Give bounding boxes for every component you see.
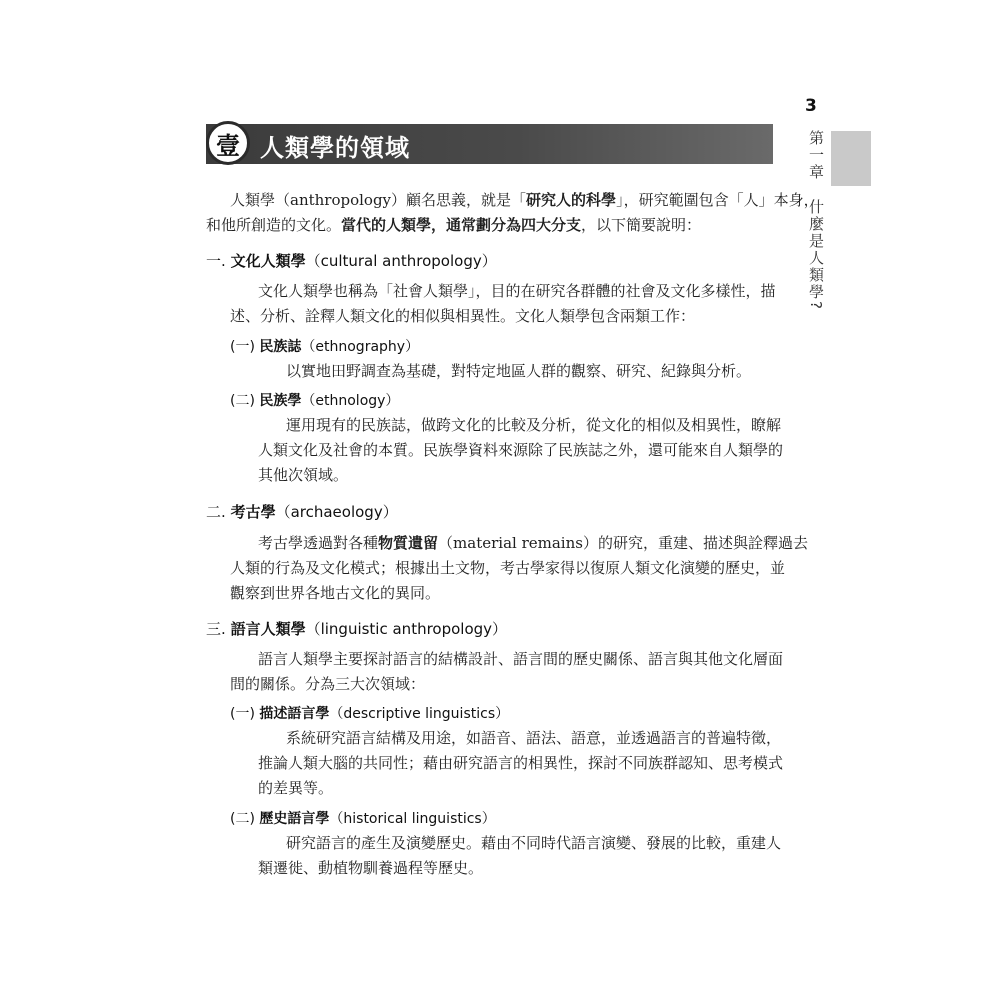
ethnography-para-line-1: 以實地田野調查為基礎，對特定地區人群的觀察、研究、紀錄與分析。 bbox=[286, 362, 752, 380]
intro-emphasis-1: 研究人的科學 bbox=[526, 191, 617, 209]
ethnology-para-line-2: 人類文化及社會的本質。民族學資料來源除了民族誌之外，還可能來自人類學的 bbox=[258, 441, 784, 459]
section-title: 人類學的領域 bbox=[260, 133, 410, 162]
chapter-number-label: 第一章 bbox=[807, 130, 825, 181]
heading-archaeology: 二. 考古學（archaeology） bbox=[206, 503, 398, 521]
archaeology-para-line-2: 人類的行為及文化模式；根據出土文物，考古學家得以復原人類文化演變的歷史，並 bbox=[230, 559, 786, 577]
linguistic-para-line-1: 語言人類學主要探討語言的結構設計、語言間的歷史關係、語言與其他文化層面 bbox=[258, 650, 784, 668]
chapter-tab-marker bbox=[831, 131, 871, 186]
archaeology-para-line-3: 觀察到世界各地古文化的異同。 bbox=[230, 584, 441, 602]
chapter-side-label bbox=[806, 130, 826, 311]
section-number-badge: 壹 bbox=[206, 121, 250, 165]
descriptive-para-line-3: 的差異等。 bbox=[258, 779, 334, 797]
ethnology-para-line-1: 運用現有的民族誌，做跨文化的比較及分析，從文化的相似及相異性，瞭解 bbox=[286, 416, 782, 434]
linguistic-para-line-2: 間的關係。分為三大次領域： bbox=[230, 675, 426, 693]
intro-emphasis-2: 當代的人類學，通常劃分為四大分支 bbox=[341, 216, 582, 234]
heading-cultural-anthropology: 一. 文化人類學（cultural anthropology） bbox=[206, 252, 497, 270]
subheading-descriptive-linguistics: (一) 描述語言學（descriptive linguistics） bbox=[230, 706, 510, 722]
cultural-para-line-1: 文化人類學也稱為「社會人類學」，目的在研究各群體的社會及文化多樣性，描 bbox=[258, 282, 776, 300]
descriptive-para-line-2: 推論人類大腦的共同性；藉由研究語言的相異性，探討不同族群認知、思考模式 bbox=[258, 754, 784, 772]
subheading-historical-linguistics: (二) 歷史語言學（historical linguistics） bbox=[230, 811, 496, 827]
archaeology-para-line-1: 考古學透過對各種物質遺留（material remains）的研究，重建、描述與詮釋過去 bbox=[258, 534, 808, 552]
page-number: 3 bbox=[805, 96, 817, 116]
subheading-ethnography: (一) 民族誌（ethnography） bbox=[230, 339, 420, 355]
archaeology-emphasis: 物質遺留 bbox=[378, 534, 439, 552]
heading-linguistic-anthropology: 三. 語言人類學（linguistic anthropology） bbox=[206, 620, 508, 638]
historical-para-line-2: 類遷徙、動植物馴養過程等歷史。 bbox=[258, 859, 484, 877]
intro-line-1: 人類學（anthropology）顧名思義，就是「研究人的科學」，研究範圍包含「人」本身， bbox=[230, 191, 819, 209]
ethnology-para-line-3: 其他次領域。 bbox=[258, 466, 349, 484]
chapter-title-label: 什麼是人類學? bbox=[807, 199, 825, 311]
subheading-ethnology: (二) 民族學（ethnology） bbox=[230, 393, 400, 409]
cultural-para-line-2: 述、分析、詮釋人類文化的相似與相異性。文化人類學包含兩類工作： bbox=[230, 307, 696, 325]
intro-line-2: 和他所創造的文化。當代的人類學，通常劃分為四大分支，以下簡要說明： bbox=[206, 216, 702, 234]
historical-para-line-1: 研究語言的產生及演變歷史。藉由不同時代語言演變、發展的比較，重建人 bbox=[286, 834, 782, 852]
descriptive-para-line-1: 系統研究語言結構及用途，如語音、語法、語意，並透過語言的普遍特徵， bbox=[286, 729, 782, 747]
